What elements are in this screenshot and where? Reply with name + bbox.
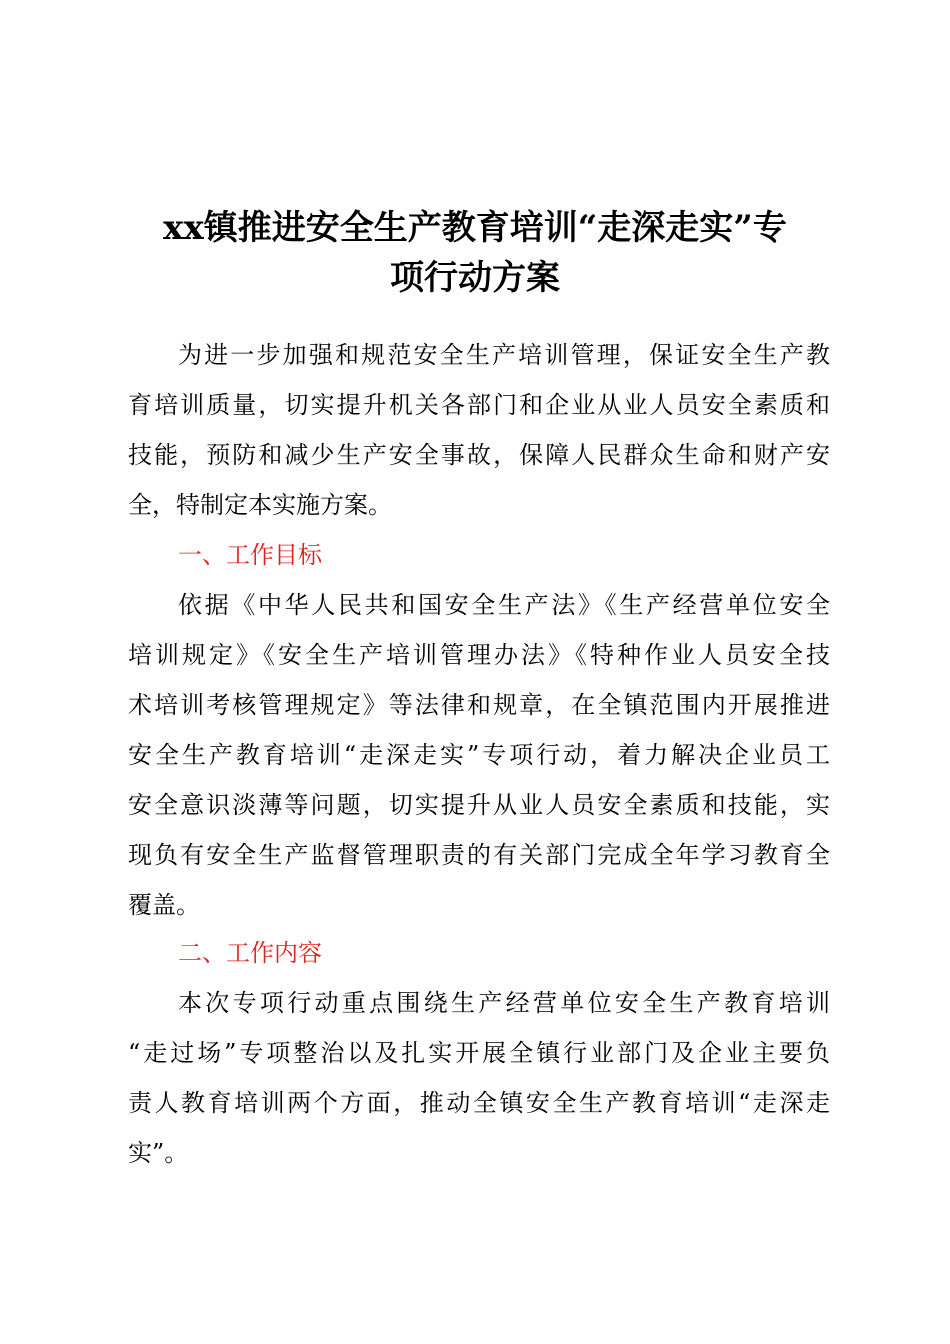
- goals-paragraph-line: 现负有安全生产监督管理职责的有关部门完成全年学习教育全: [128, 841, 830, 869]
- document-title-line-2: 项行动方案: [390, 258, 560, 298]
- intro-paragraph-line: 为进一步加强和规范安全生产培训管理，保证安全生产教: [178, 341, 830, 369]
- section-heading-goals: 一、工作目标: [178, 541, 322, 569]
- intro-paragraph-line: 育培训质量，切实提升机关各部门和企业从业人员安全素质和: [128, 391, 830, 419]
- goals-paragraph-line: 依据《中华人民共和国安全生产法》《生产经营单位安全: [178, 591, 830, 619]
- content-paragraph-line: 责人教育培训两个方面，推动全镇安全生产教育培训“走深走: [128, 1089, 830, 1117]
- content-paragraph-line: “走过场”专项整治以及扎实开展全镇行业部门及企业主要负: [128, 1039, 830, 1067]
- intro-paragraph-line: 技能，预防和减少生产安全事故，保障人民群众生命和财产安: [128, 441, 830, 469]
- content-paragraph-line: 实”。: [128, 1139, 189, 1167]
- content-paragraph-line: 本次专项行动重点围绕生产经营单位安全生产教育培训: [178, 989, 830, 1017]
- goals-paragraph-line: 安全意识淡薄等问题，切实提升从业人员安全素质和技能，实: [128, 791, 830, 819]
- section-heading-content: 二、工作内容: [178, 939, 322, 967]
- document-title-line-1: xx镇推进安全生产教育培训“走深走实”专: [163, 208, 787, 248]
- intro-paragraph-line: 全，特制定本实施方案。: [128, 491, 392, 519]
- goals-paragraph-line: 安全生产教育培训“走深走实”专项行动，着力解决企业员工: [128, 741, 830, 769]
- goals-paragraph-line: 术培训考核管理规定》等法律和规章，在全镇范围内开展推进: [128, 691, 830, 719]
- goals-paragraph-line: 覆盖。: [128, 891, 200, 919]
- goals-paragraph-line: 培训规定》《安全生产培训管理办法》《特种作业人员安全技: [128, 641, 830, 669]
